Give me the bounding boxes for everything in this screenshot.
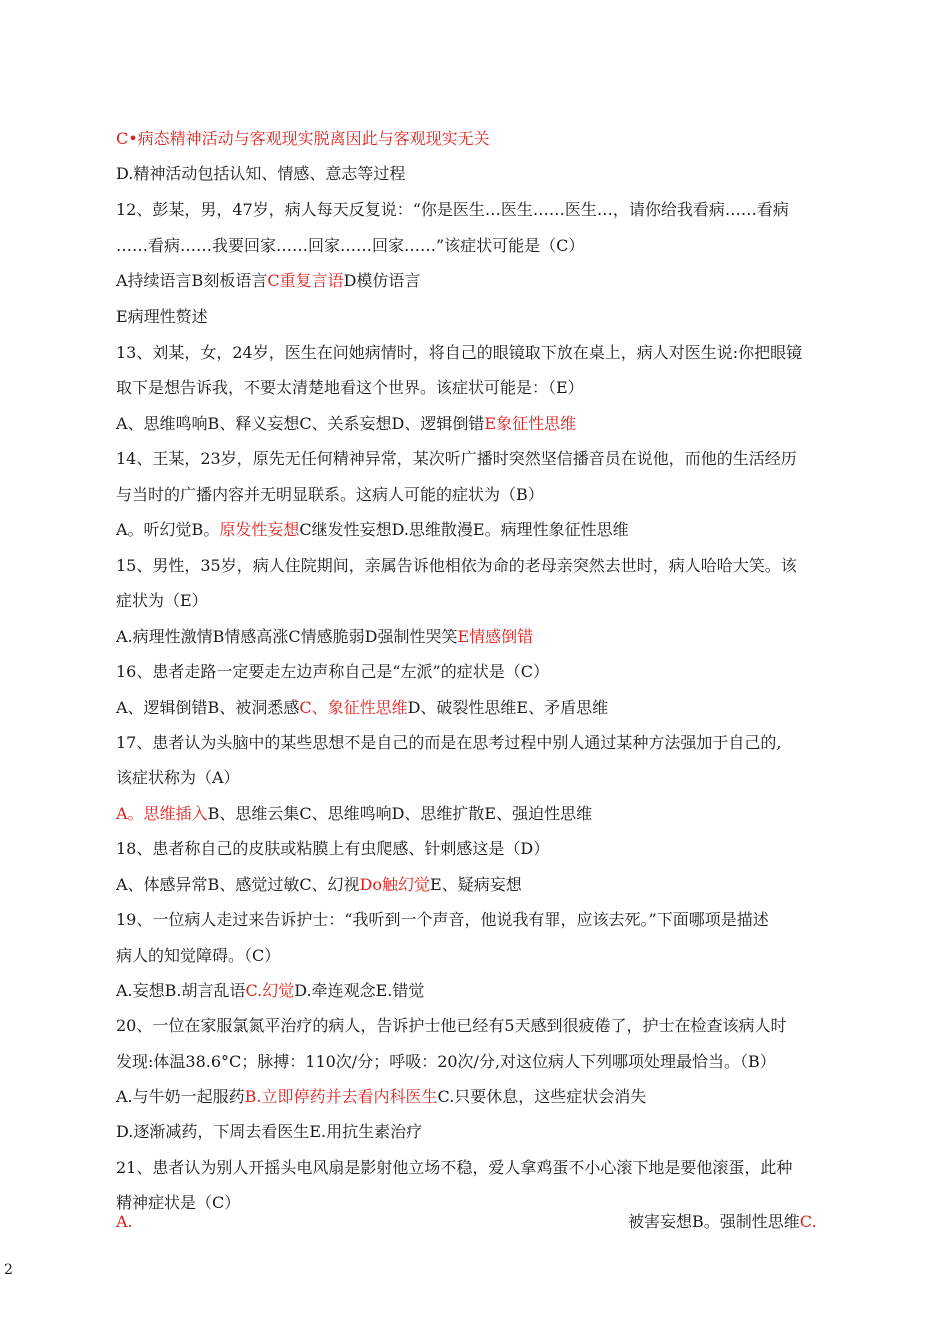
text-line <box>116 1016 836 1036</box>
text-segment: ……看病……我要回家……回家……回家……”该症状可能是（C） <box>116 236 585 255</box>
text-segment: C.只要休息，这些症状会消失 <box>437 1087 647 1106</box>
text-segment: 20、一位在家服氯氮平治疗的病人，告诉护士他已经有5天感到很疲倦了，护士在检查该病人时 <box>116 1016 787 1035</box>
text-segment: 精神症状是（C） <box>116 1193 241 1212</box>
text-line <box>116 1052 836 1072</box>
text-line <box>116 1122 836 1142</box>
text-segment: D模仿语言 <box>343 271 421 290</box>
text-segment: C继发性妄想D.思维散漫E。病理性象征性思维 <box>299 520 629 539</box>
text-line <box>116 556 836 576</box>
text-line <box>116 733 836 753</box>
text-segment: A、逻辑倒错B、被洞悉感 <box>116 698 300 717</box>
text-line <box>116 520 836 540</box>
text-line <box>116 200 836 220</box>
text-line <box>116 981 836 1001</box>
text-line <box>116 343 836 363</box>
highlighted-answer: 原发性妄想 <box>219 520 300 539</box>
text-line <box>116 271 836 291</box>
text-segment: A.与牛奶一起服药 <box>116 1087 245 1106</box>
text-line <box>116 449 836 469</box>
text-segment: 21、患者认为别人开摇头电风扇是影射他立场不稳，爱人拿鸡蛋不小心滚下地是要他滚蛋，此种 <box>116 1158 793 1177</box>
text-line <box>116 236 836 256</box>
text-line <box>116 129 836 149</box>
highlighted-answer: C、象征性思维 <box>299 698 408 717</box>
highlighted-answer: A. <box>116 1212 133 1231</box>
text-segment: E病理性赘述 <box>116 307 208 326</box>
highlighted-answer: C重复言语 <box>267 271 344 290</box>
text-line <box>116 875 836 895</box>
highlighted-answer: A。思维插入 <box>116 804 208 823</box>
text-segment: 17、患者认为头脑中的某些思想不是自己的而是在思考过程中别人通过某种方法强加于自己的, <box>116 733 782 752</box>
text-segment: A.妄想B.胡言乱语 <box>116 981 246 1000</box>
text-segment: 被害妄想B。强制性思维 <box>628 1212 800 1231</box>
highlighted-answer: C.幻觉 <box>245 981 295 1000</box>
text-segment: 发现:体温38.6°C；脉搏：110次/分；呼吸：20次/分,对这位病人下列哪项处理最恰当。（B） <box>116 1052 776 1071</box>
highlighted-answer: E情感倒错 <box>457 627 534 646</box>
text-segment: 16、患者走路一定要走左边声称自己是“左派”的症状是（C） <box>116 662 549 681</box>
text-segment: 症状为（E） <box>116 591 208 610</box>
text-line <box>116 627 836 647</box>
text-line <box>116 1158 836 1178</box>
highlighted-answer: E象征性思维 <box>484 414 577 433</box>
highlighted-answer: Do触幻觉 <box>359 875 431 894</box>
page-number: 2 <box>4 1262 13 1278</box>
highlighted-answer: C. <box>799 1212 817 1231</box>
text-line <box>116 307 836 327</box>
text-segment: 该症状称为（A） <box>116 768 240 787</box>
text-segment: 取下是想告诉我，不要太清楚地看这个世界。该症状可能是：（E） <box>116 378 584 397</box>
text-line <box>116 946 836 966</box>
text-line <box>116 910 836 930</box>
text-line <box>116 804 836 824</box>
text-segment: 19、一位病人走过来告诉护士：“我听到一个声音，他说我有罪，应该去死。”下面哪项是描述 <box>116 910 769 929</box>
highlighted-answer: B.立即停药并去看内科医生 <box>244 1087 438 1106</box>
text-segment: A、体感异常B、感觉过敏C、幻视 <box>116 875 360 894</box>
text-line <box>116 164 836 184</box>
text-line <box>116 485 836 505</box>
text-line <box>116 414 836 434</box>
highlighted-answer: C•病态精神活动与客观现实脱离因此与客观现实无关 <box>116 129 490 148</box>
text-line <box>116 1193 836 1213</box>
text-line <box>116 662 836 682</box>
text-segment: E、疑病妄想 <box>430 875 522 894</box>
text-segment: 13、刘某，女，24岁，医生在问她病情时，将自己的眼镜取下放在桌上，病人对医生说:你把眼镜 <box>116 343 803 362</box>
text-segment: 18、患者称自己的皮肤或粘膜上有虫爬感、针刺感这是（D） <box>116 839 550 858</box>
text-segment: 12、彭某，男，47岁，病人每天反复说：“你是医生…医生……医生…，请你给我看病……看病 <box>116 200 789 219</box>
text-line <box>116 768 836 788</box>
text-segment: 15、男性，35岁，病人住院期间，亲属告诉他相依为命的老母亲突然去世时，病人哈哈大笑。该 <box>116 556 797 575</box>
text-line <box>116 378 836 398</box>
text-line <box>116 591 836 611</box>
text-segment: D.逐渐减药，下周去看医生E.用抗生素治疗 <box>116 1122 423 1141</box>
text-line <box>116 698 836 718</box>
text-segment: D.精神活动包括认知、情感、意志等过程 <box>116 164 406 183</box>
text-segment: B、思维云集C、思维鸣响D、思维扩散E、强迫性思维 <box>207 804 593 823</box>
text-segment: 与当时的广播内容并无明显联系。这病人可能的症状为（B） <box>116 485 544 504</box>
text-segment: A.病理性激情B情感高涨C情感脆弱D强制性哭笑 <box>116 627 458 646</box>
text-segment: D、破裂性思维E、矛盾思维 <box>407 698 609 717</box>
text-segment: D.牵连观念E.错觉 <box>294 981 425 1000</box>
text-segment: 病人的知觉障碍。（C） <box>116 946 281 965</box>
answer-options-continued <box>628 1212 817 1232</box>
text-segment: A、思维鸣响B、释义妄想C、关系妄想D、逻辑倒错 <box>116 414 485 433</box>
text-segment: A。听幻觉B。 <box>116 520 220 539</box>
text-line <box>116 1087 836 1107</box>
text-segment: 14、王某，23岁，原先无任何精神异常，某次听广播时突然坚信播音员在说他，而他的生活经历 <box>116 449 797 468</box>
text-segment: A持续语言B刻板语言 <box>116 271 268 290</box>
text-line <box>116 839 836 859</box>
